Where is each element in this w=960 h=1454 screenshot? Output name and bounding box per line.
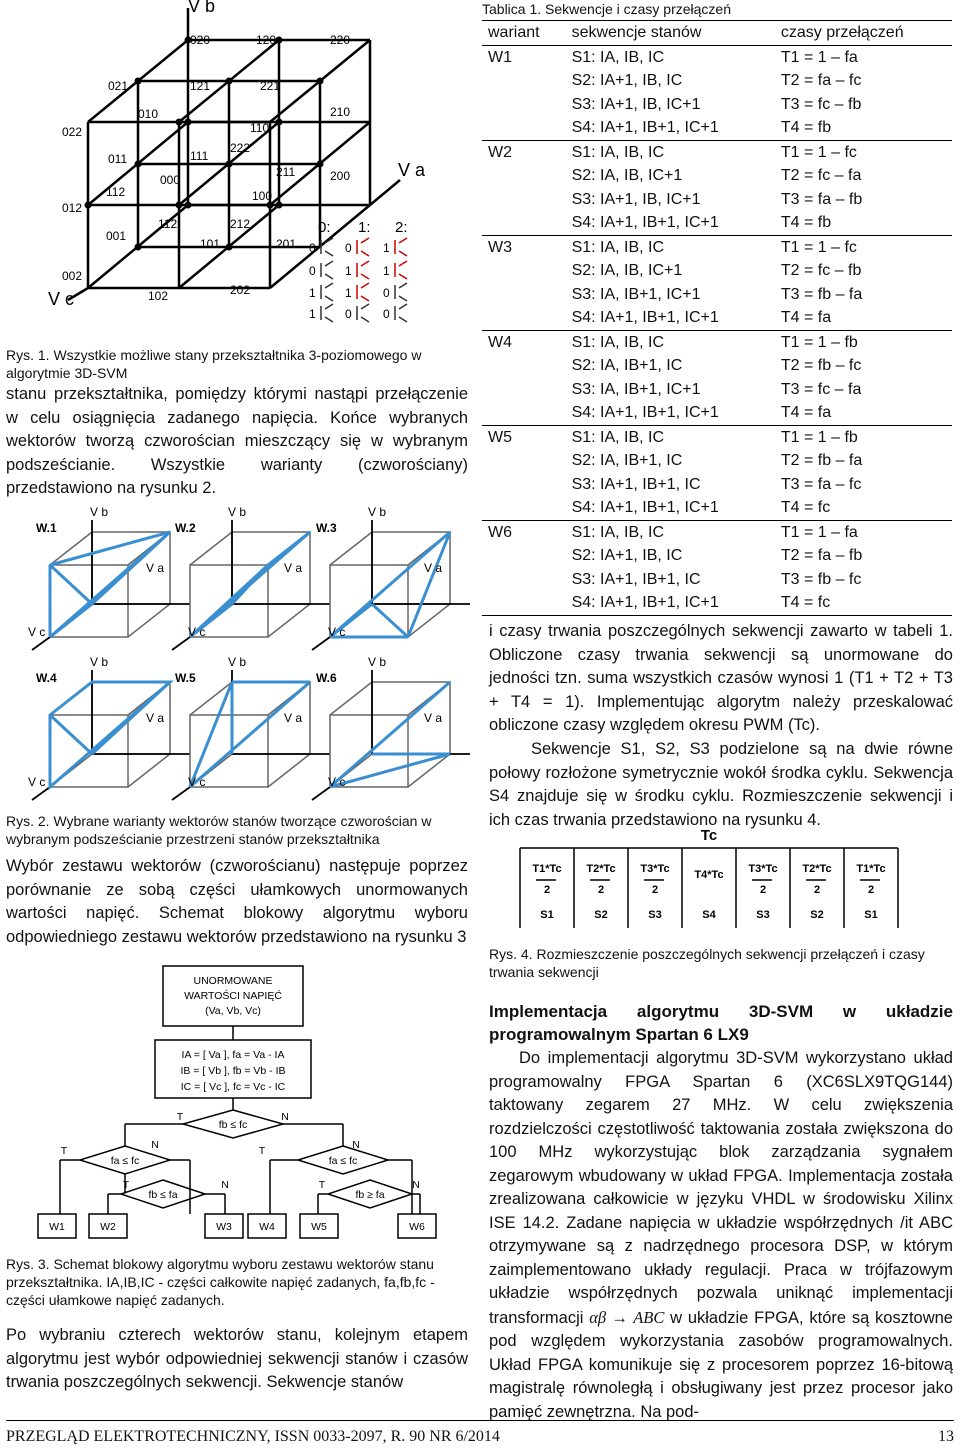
variant-cell — [482, 401, 566, 425]
decision: fb ≤ fa — [148, 1189, 178, 1201]
table-row — [482, 116, 952, 140]
fig1-axis-va: V a — [398, 160, 426, 180]
fig3-input-box: WARTOŚCI NAPIĘĆ — [184, 990, 282, 1002]
timeline-duration: T1*Tc — [856, 863, 886, 875]
switch-header: 1: — [358, 219, 371, 236]
timeline-sequence: S1 — [540, 909, 554, 921]
timeline-sequence: S3 — [756, 909, 770, 921]
svg-text:0: 0 — [383, 307, 390, 321]
timeline-sequence: S3 — [648, 909, 662, 921]
variant-cell — [482, 164, 566, 188]
journal-footer: PRZEGLĄD ELEKTROTECHNICZNY, ISSN 0033-2097, R. 90 NR 6/2014 — [6, 1428, 500, 1445]
variant-cell: W3 — [482, 235, 566, 259]
variant-cell — [482, 591, 566, 615]
variant-cell — [482, 188, 566, 212]
sequence-cell: S3: IA+1, IB, IC+1 — [571, 95, 701, 113]
timeline-duration: 2 — [543, 884, 551, 896]
table-row — [482, 496, 952, 520]
time-cell: T2 = fb – fa — [780, 452, 863, 469]
time-cell: T4 = fb — [780, 119, 832, 136]
output-box: W5 — [311, 1221, 327, 1233]
timeline-duration: T4*Tc — [694, 869, 724, 881]
sequence-cell: S2: IA, IB+1, IC — [571, 452, 683, 469]
branch-label: T — [176, 1111, 184, 1123]
timeline-sequence: S4 — [702, 909, 716, 921]
sequence-cell: S3: IA+1, IB, IC+1 — [571, 190, 701, 208]
timeline-duration: 2 — [867, 884, 875, 896]
variant-cell — [482, 306, 566, 330]
time-cell: T4 = fa — [780, 309, 832, 326]
variant-cell — [482, 283, 566, 307]
table-row — [482, 164, 952, 188]
fig4-caption: Rys. 4. Rozmieszczenie poszczególnych sekwencji przełączeń i czasy trwania sekwencji — [489, 946, 925, 980]
svg-text:V c: V c — [188, 775, 206, 789]
variant-cell — [482, 568, 566, 592]
sequence-cell: S4: IA+1, IB+1, IC+1 — [571, 119, 719, 136]
fig3-calc-box: IA = [ Va ], fa = Va - IA — [181, 1049, 285, 1061]
time-cell: T1 = 1 – fc — [775, 235, 952, 259]
output-box: W6 — [409, 1221, 425, 1233]
time-cell: T1 = 1 – fa — [780, 48, 858, 66]
paragraph-text: w układzie FPGA, które są kosztowne pod względem wykorzystania zasobów programowalnych. Układ FPGA komunikuje się z procesorem poprzez 16-bitową magistralę równoległą i obsługiwany jest przez procesor jako pamięć zewnętrzna. Na pod- — [489, 1308, 953, 1421]
state-label: 110 — [250, 121, 270, 135]
timeline-duration: T3*Tc — [748, 863, 778, 875]
table-row — [482, 306, 952, 330]
state-label: 012 — [62, 201, 83, 215]
svg-text:V c: V c — [28, 625, 46, 639]
svg-text:1: 1 — [309, 307, 316, 321]
table-row — [482, 449, 952, 473]
fig2-tetrahedra — [0, 500, 470, 805]
sequence-cell: S1: IA, IB, IC — [566, 520, 775, 544]
svg-text:1: 1 — [345, 264, 352, 278]
time-cell: T4 = fa — [780, 404, 832, 421]
state-label: 100 — [252, 189, 273, 203]
table-row — [482, 544, 952, 568]
output-box: W2 — [100, 1221, 116, 1233]
state-label: 112 — [106, 185, 126, 199]
switch-header: 0: — [318, 219, 331, 236]
variant-cell — [482, 473, 566, 497]
time-cell: T4 = fc — [775, 591, 952, 615]
time-cell: T3 = fa – fc — [780, 475, 862, 493]
variant-cell — [482, 69, 566, 93]
sequence-cell: S4: IA+1, IB+1, IC+1 — [571, 404, 719, 421]
variant-cell — [482, 378, 566, 402]
fig1-caption: Rys. 1. Wszystkie możliwe stany przekształtnika 3-poziomowego w algorytmie 3D-SVM — [6, 347, 422, 381]
svg-text:V b: V b — [90, 505, 109, 519]
time-cell: T3 = fc – fa — [780, 380, 862, 398]
state-label: 112 — [158, 217, 178, 231]
fig2-caption: Rys. 2. Wybrane warianty wektorów stanów tworzące czworościan w wybranym podsześcianie przestrzeni stanów przekształtnika — [6, 813, 432, 847]
fig1-axis-vc: V c — [48, 289, 75, 309]
svg-text:V a: V a — [146, 711, 165, 725]
decision: fa ≤ fc — [328, 1155, 358, 1167]
sequence-cell: S3: IA, IB+1, IC+1 — [571, 380, 701, 398]
timeline-duration: 2 — [813, 884, 821, 896]
variant-cell: W5 — [482, 425, 566, 449]
fig1-state-space — [0, 0, 470, 330]
state-label: 210 — [330, 105, 351, 119]
sequence-cell: S2: IA, IB+1, IC — [571, 357, 683, 374]
table-row — [482, 330, 952, 354]
state-label: 021 — [108, 79, 129, 93]
sequence-cell: S2: IA, IB, IC+1 — [571, 167, 683, 184]
branch-label: N — [412, 1179, 420, 1191]
time-cell: T3 = fa – fb — [780, 190, 863, 208]
svg-text:V c: V c — [328, 625, 346, 639]
state-label: 000 — [160, 173, 181, 187]
sequence-cell: S4: IA+1, IB+1, IC+1 — [571, 309, 719, 326]
sequence-cell: S4: IA+1, IB+1, IC+1 — [566, 591, 775, 615]
svg-text:1: 1 — [345, 286, 352, 300]
state-label: 022 — [62, 125, 83, 139]
section-heading: Implementacja algorytmu 3D-SVM w układzie programowalnym Spartan 6 LX9 — [489, 1002, 953, 1044]
fig4-tc-label: Tc — [700, 827, 718, 844]
table-caption: Tablica 1. Sekwencje i czasy przełączeń — [482, 1, 732, 17]
sequence-table — [482, 20, 952, 616]
sequence-cell: S2: IA+1, IB, IC — [571, 72, 683, 89]
time-cell: T3 = fb – fc — [780, 570, 862, 588]
branch-label: N — [151, 1139, 159, 1151]
time-cell: T2 = fa – fc — [780, 72, 862, 89]
state-label: 222 — [230, 141, 251, 155]
time-cell: T3 = fb – fa — [780, 285, 863, 303]
svg-text:0: 0 — [345, 241, 352, 255]
table-row — [482, 520, 952, 544]
table-row — [482, 93, 952, 117]
variant-cell: W1 — [488, 48, 512, 66]
timeline-duration: T2*Tc — [586, 863, 616, 875]
variant-label: W.5 — [175, 671, 196, 685]
state-label: 111 — [190, 149, 209, 163]
variant-label: W.1 — [36, 521, 57, 535]
branch-label: T — [122, 1179, 130, 1191]
switch-header: 2: — [395, 219, 408, 236]
output-box: W4 — [259, 1221, 275, 1233]
table-header: sekwencje stanów — [566, 21, 775, 46]
fig1-axis-vb: V b — [188, 0, 216, 16]
variant-cell: W2 — [482, 140, 566, 164]
variant-cell — [482, 496, 566, 520]
branch-label: N — [221, 1179, 229, 1191]
table-row — [482, 211, 952, 235]
state-label: 010 — [138, 107, 159, 121]
time-cell: T1 = 1 – fc — [775, 140, 952, 164]
paragraph: Po wybraniu czterech wektorów stanu, kolejnym etapem algorytmu jest wybór odpowiedniej sekwencji stanów i czasów trwania poszczególnych sekwencji. Sekwencje stanów — [6, 1326, 468, 1391]
state-label: 221 — [260, 79, 281, 93]
fig3-flowchart — [0, 962, 470, 1247]
variant-cell — [482, 354, 566, 378]
paragraph: stanu przekształtnika, pomiędzy którymi nastąpi przełączenie w celu osiągnięcia zadanego napięcia. Końce wybranych wektorów tworzą czworościan mieszczący się w wybranym podsześcianie. Wszystkie warianty (czworościany) przedstawiono na rysunku 2. — [6, 385, 468, 497]
sequence-cell: S4: IA+1, IB+1, IC+1 — [571, 214, 719, 231]
variant-cell — [482, 544, 566, 568]
fig3-input-box: (Va, Vb, Vc) — [205, 1005, 261, 1017]
state-label: 102 — [148, 289, 169, 303]
state-label: 202 — [230, 283, 251, 297]
state-label: 002 — [62, 269, 83, 283]
table-row — [482, 473, 952, 497]
timeline-sequence: S2 — [810, 909, 824, 921]
branch-label: N — [281, 1111, 289, 1123]
branch-label: N — [352, 1139, 360, 1151]
svg-text:1: 1 — [383, 241, 390, 255]
timeline-duration: T2*Tc — [802, 863, 832, 875]
timeline-duration: T3*Tc — [640, 863, 670, 875]
svg-text:V b: V b — [228, 505, 247, 519]
sequence-cell: S1: IA, IB, IC — [566, 235, 775, 259]
svg-text:V b: V b — [228, 655, 247, 669]
svg-text:V a: V a — [146, 561, 165, 575]
sequence-cell: S2: IA, IB, IC+1 — [571, 262, 683, 279]
svg-text:V b: V b — [368, 505, 387, 519]
decision: fb ≤ fc — [218, 1119, 248, 1131]
branch-label: T — [318, 1179, 326, 1191]
state-label: 212 — [230, 217, 251, 231]
svg-text:V c: V c — [328, 775, 346, 789]
svg-text:V a: V a — [424, 711, 443, 725]
table-row — [482, 401, 952, 425]
state-label: 200 — [330, 169, 351, 183]
state-label: 211 — [276, 165, 296, 179]
time-cell: T4 = fc — [780, 499, 831, 516]
svg-text:1: 1 — [309, 286, 316, 300]
table-row — [482, 69, 952, 93]
timeline-duration: T1*Tc — [532, 863, 562, 875]
svg-text:0: 0 — [383, 286, 390, 300]
timeline-sequence: S1 — [864, 909, 878, 921]
time-cell: T1 = 1 – fb — [775, 425, 952, 449]
paragraph: Sekwencje S1, S2, S3 podzielone są na dwie równe połowy rozłożone symetrycznie wokół środka cyklu. Sekwencja S4 znajduje się w środku cyklu. Rozmieszczenie sekwencji i ich czas trwania przedstawiono na rysunku 4. — [489, 740, 953, 829]
time-cell: T1 = 1 – fb — [775, 330, 952, 354]
variant-label: W.3 — [316, 521, 337, 535]
svg-text:0: 0 — [345, 307, 352, 321]
svg-text:V c: V c — [28, 775, 46, 789]
fig4-sequence-timeline — [482, 820, 952, 935]
svg-text:V a: V a — [284, 561, 303, 575]
fig3-input-box: UNORMOWANE — [193, 975, 273, 987]
svg-text:V a: V a — [284, 711, 303, 725]
sequence-cell: S3: IA+1, IB+1, IC — [571, 475, 701, 493]
paragraph: Wybór zestawu wektorów (czworościanu) następuje poprzez porównanie ze sobą części ułamkowych unormowanych wartości napięć. Schemat blokowy algorytmu wyboru odpowiedniego zestawu wektorów przedstawiono na rysunku 3 — [6, 857, 468, 946]
timeline-duration: 2 — [651, 884, 659, 896]
svg-text:0: 0 — [309, 241, 316, 255]
variant-cell: W6 — [482, 520, 566, 544]
table-row — [482, 235, 952, 259]
paragraph: i czasy trwania poszczególnych sekwencji zawarto w tabeli 1. Obliczone czasy trwania sekwencji są unormowane do jedności tzn. suma wszystkich czasów wynosi 1 (T1 + T2 + T3 + T4 = 1). Implementując algorytm należy przeskalować obliczone czasy względem okresu PWM (Tc). — [489, 622, 953, 734]
sequence-cell: S3: IA, IB+1, IC+1 — [571, 285, 701, 303]
table-header: wariant — [482, 21, 566, 46]
svg-text:1: 1 — [383, 264, 390, 278]
paragraph — [489, 1047, 953, 1424]
svg-text:V b: V b — [90, 655, 109, 669]
variant-cell — [482, 211, 566, 235]
variant-cell: W4 — [482, 330, 566, 354]
fig3-calc-box: IB = [ Vb ], fb = Vb - IB — [180, 1065, 286, 1077]
branch-label: T — [60, 1145, 68, 1157]
fig3-calc-box: IC = [ Vc ], fc = Vc - IC — [180, 1081, 286, 1093]
timeline-sequence: S2 — [594, 909, 608, 921]
state-label: 011 — [108, 152, 128, 166]
table-row — [482, 378, 952, 402]
table-header: czasy przełączeń — [775, 21, 952, 46]
time-cell: T2 = fa – fb — [780, 547, 863, 564]
variant-label: W.4 — [36, 671, 57, 685]
svg-text:0: 0 — [309, 264, 316, 278]
branch-label: T — [258, 1145, 266, 1157]
time-cell: T3 = fc – fb — [780, 95, 862, 113]
variant-cell — [482, 449, 566, 473]
svg-text:V a: V a — [424, 561, 443, 575]
table-row — [482, 568, 952, 592]
table-row — [482, 188, 952, 212]
paragraph-text: Do implementacji algorytmu 3D-SVM wykorzystano układ programowalny FPGA Spartan 6 (XC6SLX9TQG144) taktowany zegarem 27 MHz. W celu zwiększenia rozdzielczości częstotliwość taktowania została zwiększona do 100 MHz wykorzystując blok zarządzania sygnałem zegarowym wbudowany w układ FPGA. Implementacja została zrealizowana całkowicie w języku VHDL w środowisku Xilinx ISE 14.2. Zadane napięcia w układzie współrzędnych /it ABC otrzymywane są z nadrzędnego procesora DSP, w którym zaimplementowano układy regulacji. Praca w trójfazowym układzie współrzędnych pozwala uniknąć implementacji transformacji — [489, 1049, 953, 1327]
footer-rule — [6, 1420, 954, 1421]
output-box: W1 — [49, 1221, 65, 1233]
sequence-cell: S1: IA, IB, IC — [566, 330, 775, 354]
variant-cell — [482, 259, 566, 283]
transform-formula: αβ → ABC — [589, 1307, 665, 1327]
sequence-cell: S1: IA, IB, IC — [566, 140, 775, 164]
table-row — [482, 283, 952, 307]
time-cell: T2 = fb – fc — [780, 357, 862, 374]
state-label: 220 — [330, 33, 351, 47]
timeline-duration: 2 — [597, 884, 605, 896]
table-row — [482, 259, 952, 283]
table-row — [482, 354, 952, 378]
variant-cell — [482, 93, 566, 117]
variant-cell — [482, 116, 566, 140]
decision: fb ≥ fa — [355, 1189, 385, 1201]
sequence-cell: S4: IA+1, IB+1, IC+1 — [571, 499, 719, 516]
state-label: 020 — [190, 33, 211, 47]
variant-label: W.2 — [175, 521, 196, 535]
state-label: 001 — [106, 229, 127, 243]
table-row — [482, 591, 952, 615]
output-box: W3 — [216, 1221, 232, 1233]
variant-label: W.6 — [316, 671, 337, 685]
table-row — [482, 140, 952, 164]
state-label: 120 — [256, 33, 277, 47]
sequence-cell: S2: IA+1, IB, IC — [571, 547, 683, 564]
timeline-duration: 2 — [759, 884, 767, 896]
sequence-cell: S1: IA, IB, IC — [571, 48, 665, 66]
table-row — [482, 425, 952, 449]
decision: fa ≤ fc — [110, 1155, 140, 1167]
state-label: 201 — [276, 237, 297, 251]
time-cell: T4 = fb — [780, 214, 832, 231]
transistor-icons — [321, 238, 407, 322]
page-number: 13 — [938, 1428, 954, 1445]
state-label: 121 — [190, 79, 211, 93]
svg-text:V c: V c — [188, 625, 206, 639]
time-cell: T2 = fc – fa — [780, 167, 862, 184]
time-cell: T1 = 1 – fa — [775, 520, 952, 544]
sequence-cell: S3: IA+1, IB+1, IC — [571, 570, 701, 588]
time-cell: T2 = fc – fb — [780, 262, 862, 279]
fig3-caption: Rys. 3. Schemat blokowy algorytmu wyboru zestawu wektorów stanu przekształtnika. IA,IB,IC - części całkowite napięć zadanych, fa,fb,fc - części ułamkowe napięć zadanych. — [6, 1256, 435, 1308]
state-label: 101 — [200, 237, 221, 251]
sequence-cell: S1: IA, IB, IC — [566, 425, 775, 449]
table-row — [482, 45, 952, 69]
svg-text:V b: V b — [368, 655, 387, 669]
